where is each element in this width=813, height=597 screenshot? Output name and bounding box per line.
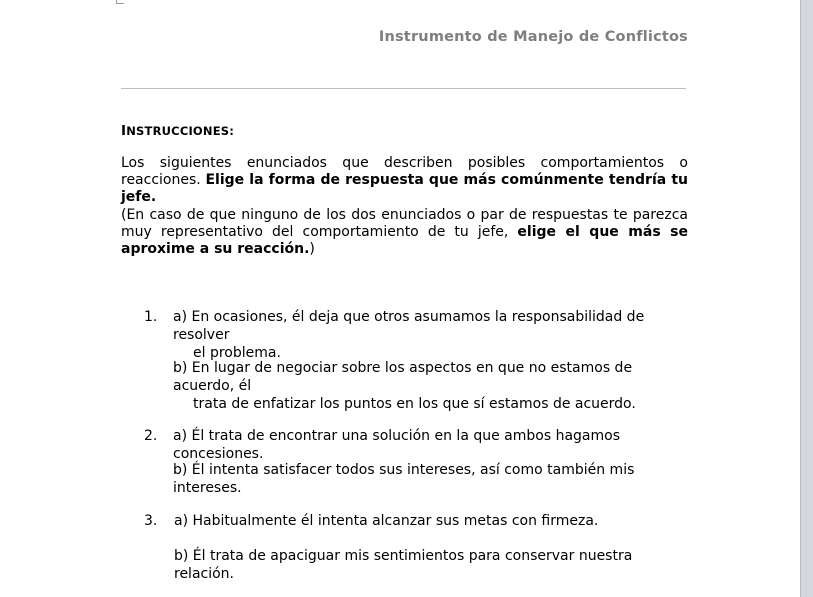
window-gutter — [800, 0, 813, 597]
option-a-line-2: el problema. — [193, 345, 281, 361]
option-b-line-1: b) Él trata de apaciguar mis sentimientos para conservar nuestra relación. — [174, 548, 633, 582]
instructions-heading — [121, 123, 234, 139]
instructions-p1-bold: Elige la forma de respuesta que más comúnmente tendría tu jefe. — [121, 172, 688, 205]
instructions-p2-end: ) — [309, 241, 315, 257]
option-a-line-1: a) Habitualmente él intenta alcanzar sus metas con firmeza. — [174, 513, 599, 529]
header-divider — [121, 88, 686, 89]
option-b-line-2: trata de enfatizar los puntos en los que sí estamos de acuerdo. — [193, 396, 636, 412]
instructions-p2-text: (En caso de que ninguno de los dos enunciados o par de respuestas te parezca muy representativo del comportamiento de tu jefe, — [121, 207, 688, 240]
instructions-heading-initial: I — [121, 123, 127, 139]
question-number: 3. — [144, 513, 158, 529]
instructions-paragraph-1 — [121, 155, 688, 206]
option-b-line-1: b) Él intenta satisfacer todos sus intereses, así como también mis intereses. — [173, 462, 635, 496]
page-corner-mark — [116, 0, 124, 4]
option-a-line-1: a) En ocasiones, él deja que otros asumamos la responsabilidad de resolver — [173, 309, 645, 343]
option-a-line-1: a) Él trata de encontrar una solución en la que ambos hagamos concesiones. — [173, 428, 621, 462]
question-number: 1. — [144, 309, 158, 325]
instructions-p1-text: Los siguientes enunciados que describen posibles comportamientos o reacciones. — [121, 155, 688, 188]
instructions-heading-rest: NSTRUCCIONES: — [126, 124, 235, 138]
instructions-paragraph-2 — [121, 207, 688, 258]
question-number: 2. — [144, 428, 158, 444]
instructions-p2-bold: elige el que más se aproxime a su reacción. — [121, 224, 688, 257]
option-b-line-1: b) En lugar de negociar sobre los aspectos en que no estamos de acuerdo, él — [173, 360, 633, 394]
document-header-title: Instrumento de Manejo de Conflictos — [378, 29, 688, 45]
